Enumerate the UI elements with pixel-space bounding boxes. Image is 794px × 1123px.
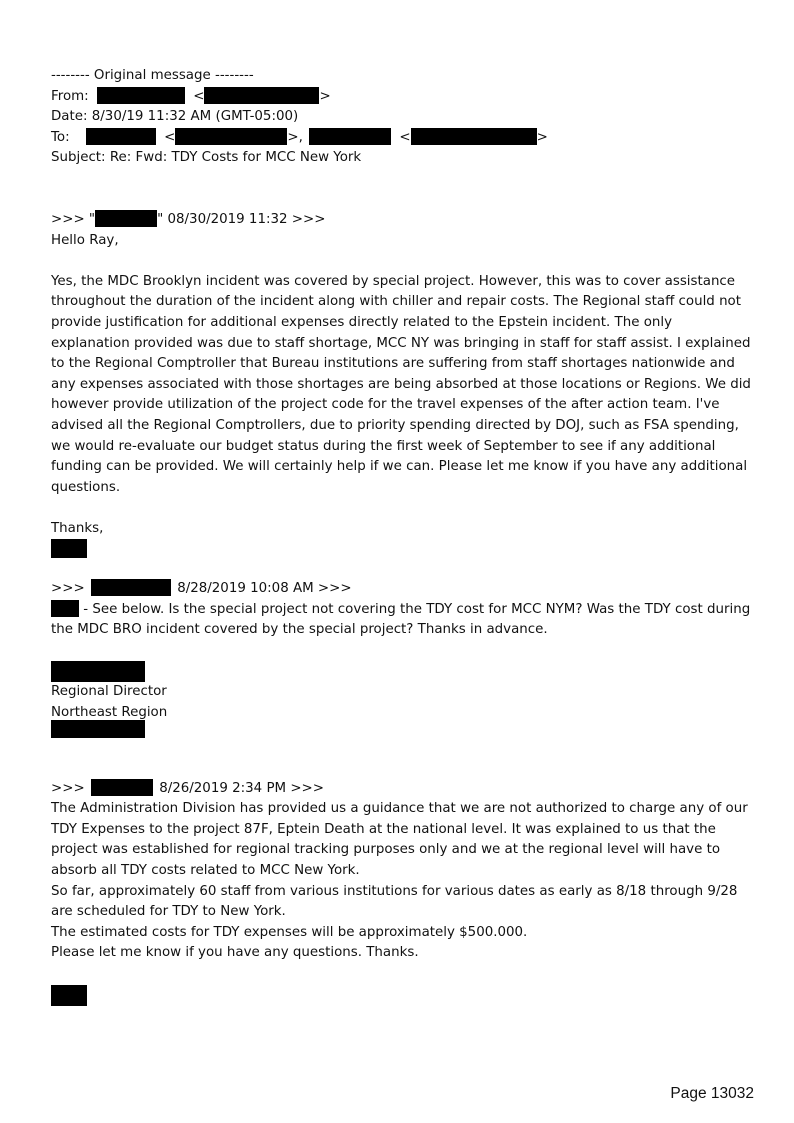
message2-body: - See below. Is the special project not covering the TDY cost for MCC NYM? Was the TDY cost during the MDC BRO incident covered by the special project? Thanks in advance. [51,601,751,638]
signature-title: Regional Director [51,684,167,700]
message3-para3: The estimated costs for TDY expenses will be approximately $500.000. [51,924,528,940]
message2-header: >>> 8/28/2019 10:08 AM >>> [51,581,352,597]
angle-close: > [536,129,548,145]
redaction [91,779,153,796]
date-line: Date: 8/30/19 11:32 AM (GMT-05:00) [51,109,299,125]
redaction [175,128,287,145]
to-line [51,128,751,149]
email-document [51,66,751,1006]
redaction [91,579,171,596]
redaction [97,87,185,104]
from-line [51,87,751,108]
message1-greeting: Hello Ray, [51,232,119,248]
signature-redaction [51,539,87,558]
message3-para4: Please let me know if you have any questions. Thanks. [51,945,419,961]
from-label: From: [51,88,89,104]
subject-line: Subject: Re: Fwd: TDY Costs for MCC New York [51,150,362,166]
signature-redaction [51,985,87,1006]
signature-name-redaction [51,661,145,682]
page-number: Page 13032 [670,1085,754,1102]
message3-header: >>> 8/26/2019 2:34 PM >>> [51,780,324,796]
redaction [309,128,391,145]
to-label: To: [51,129,70,145]
redaction [86,128,156,145]
original-message-divider: -------- Original message -------- [51,68,254,83]
angle-close: > [319,88,331,104]
message1-closing: Thanks, [51,520,104,536]
message1-header: >>> " " 08/30/2019 11:32 >>> [51,211,326,227]
redaction [204,87,319,104]
angle-close-comma: >, [287,129,303,145]
message1-body: Yes, the MDC Brooklyn incident was covered by special project. However, this was to cover assistance throughout the duration of the incident along with chiller and repair costs. The Regional staff could not provide justification for additional expenses directly related to the Epstein incident. The only explanation provided was due to staff shortage, MCC NY was bringing in staff for staff assist. I explained to the Regional Comptroller that Bureau institutions are suffering from staff shortages nationwide and any expenses associated with those shortages are being absorbed at those locations or Regions. We did however provide utilization of the project code for the travel expenses of the after action team. I've advised all the Regional Comptrollers, due to priority spending directed by DOJ, such as FSA spending, we would re-evaluate our budget status during the first week of September to see if any additional funding can be provided. We will certainly help if we can. Please let me know if you have any additional questions. [51,273,751,495]
message3-para1: The Administration Division has provided us a guidance that we are not authorized to charge any of our TDY Expenses to the project 87F, Eptein Death at the national level. It was explained to us that the project was established for regional tracking purposes only and we at the regional level will have to absorb all TDY costs related to MCC New York. [51,801,748,878]
redaction [95,210,157,227]
redaction [51,600,79,617]
signature-region: Northeast Region [51,705,168,721]
message3-para2: So far, approximately 60 staff from various institutions for various dates as early as 8/18 through 9/28 are scheduled for TDY to New York. [51,883,738,920]
redaction [411,128,537,145]
angle-open: < [399,129,411,145]
angle-open: < [193,88,205,104]
angle-open: < [164,129,176,145]
